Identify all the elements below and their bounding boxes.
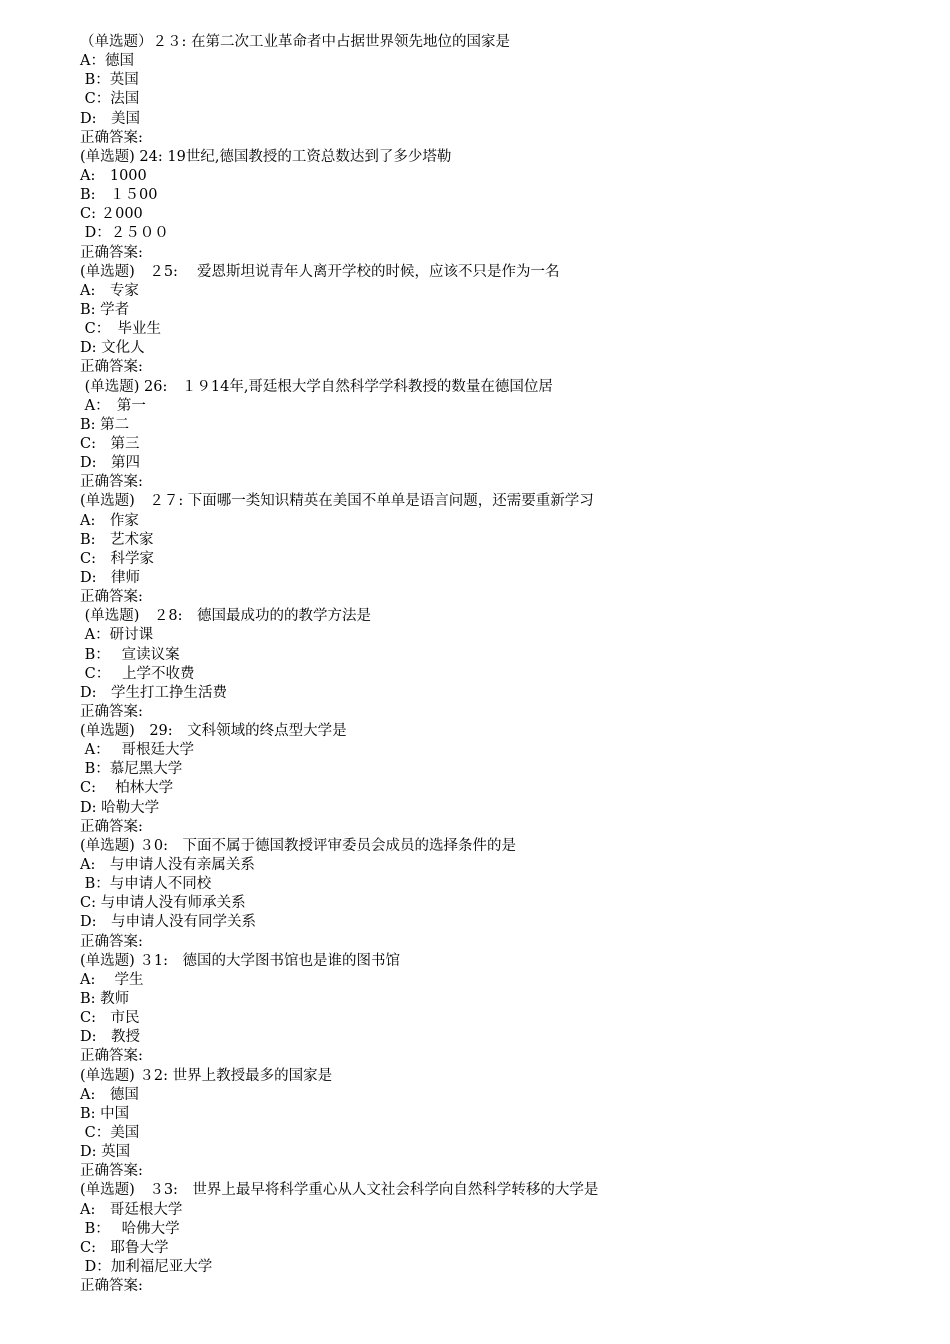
question-block <box>80 837 920 952</box>
answer-option: B: 第二 <box>80 416 130 433</box>
answer-option: C: ２000 <box>80 206 143 223</box>
answer-option: C: 市民 <box>80 1010 140 1027</box>
question-stem: (单选题) ３3: 世界上最早将科学重心从人文社会科学向自然科学转移的大学是 <box>80 1182 599 1199</box>
question-block <box>80 722 920 837</box>
answer-option: B：英国 <box>80 72 139 89</box>
answer-option: D: 美国 <box>80 110 141 127</box>
question-stem: (单选题) 26: １９14年,哥廷根大学自然科学学科教授的数量在德国位居 <box>80 378 553 395</box>
question-block <box>80 378 920 493</box>
question-block <box>80 148 920 263</box>
question-block <box>80 952 920 1067</box>
answer-option: D: 英国 <box>80 1144 131 1161</box>
correct-answer-label: 正确答案: <box>80 129 143 146</box>
answer-option: D: 与申请人没有同学关系 <box>80 914 257 931</box>
answer-option: B: 艺术家 <box>80 531 154 548</box>
answer-option: A: 1000 <box>80 167 147 184</box>
answer-option: A：德国 <box>80 53 134 70</box>
correct-answer-label: 正确答案: <box>80 589 143 606</box>
answer-option: D: 第四 <box>80 455 141 472</box>
question-block <box>80 492 920 607</box>
correct-answer-label: 正确答案: <box>80 703 143 720</box>
answer-option: C： 上学不收费 <box>80 665 195 682</box>
answer-option: C: 柏林大学 <box>80 780 174 797</box>
correct-answer-label: 正确答案: <box>80 1163 143 1180</box>
answer-option: A: 作家 <box>80 512 139 529</box>
question-stem: (单选题) 29: 文科领域的终点型大学是 <box>80 723 347 740</box>
answer-option: C：美国 <box>80 1125 140 1142</box>
answer-option: B: １５00 <box>80 187 158 204</box>
answer-option: B: 学者 <box>80 301 130 318</box>
answer-option: B： 哈佛大学 <box>80 1220 180 1237</box>
answer-option: B: 教师 <box>80 991 130 1008</box>
correct-answer-label: 正确答案: <box>80 474 143 491</box>
question-block <box>80 1067 920 1182</box>
question-block <box>80 33 920 148</box>
question-stem: (单选题) ３2: 世界上教授最多的国家是 <box>80 1067 333 1084</box>
answer-option: D：加利福尼亚大学 <box>80 1259 213 1275</box>
answer-option: C: 第三 <box>80 435 140 452</box>
correct-answer-label: 正确答案: <box>80 359 143 376</box>
answer-option: A：研讨课 <box>80 627 154 644</box>
correct-answer-label: 正确答案: <box>80 818 143 835</box>
answer-option: D: 教授 <box>80 1029 141 1046</box>
document-body <box>80 33 920 1296</box>
answer-option: B: 中国 <box>80 1105 130 1122</box>
answer-option: D：２５００ <box>80 225 169 242</box>
answer-option: A: 学生 <box>80 971 144 988</box>
question-stem: (单选题) ２5: 爱恩斯坦说青年人离开学校的时候，应该不只是作为一名 <box>80 263 560 280</box>
question-stem: (单选题) 24: 19世纪,德国教授的工资总数达到了多少塔勒 <box>80 148 452 165</box>
question-stem: (单选题) ３0: 下面不属于德国教授评审委员会成员的选择条件的是 <box>80 837 517 854</box>
correct-answer-label: 正确答案: <box>80 1278 143 1295</box>
question-stem: (单选题) ２７: 下面哪一类知识精英在美国不单单是语言问题，还需要重新学习 <box>80 493 594 510</box>
question-block <box>80 607 920 722</box>
answer-option: B：与申请人不同校 <box>80 876 212 893</box>
answer-option: A： 哥根廷大学 <box>80 742 194 759</box>
answer-option: D: 哈勒大学 <box>80 799 160 816</box>
answer-option: B： 宣读议案 <box>80 646 180 663</box>
question-block <box>80 263 920 378</box>
answer-option: D: 律师 <box>80 569 141 586</box>
answer-option: A： 第一 <box>80 397 146 414</box>
answer-option: A: 德国 <box>80 1086 139 1103</box>
answer-option: B：慕尼黑大学 <box>80 761 183 778</box>
answer-option: A: 与申请人没有亲属关系 <box>80 857 255 874</box>
answer-option: C： 毕业生 <box>80 321 161 338</box>
answer-option: D: 学生打工挣生活费 <box>80 684 228 701</box>
correct-answer-label: 正确答案: <box>80 1048 143 1065</box>
question-stem: （单选题）２３: 在第二次工业革命者中占据世界领先地位的国家是 <box>80 34 510 50</box>
answer-option: A: 哥廷根大学 <box>80 1201 183 1218</box>
correct-answer-label: 正确答案: <box>80 244 143 261</box>
answer-option: A: 专家 <box>80 282 139 299</box>
answer-option: C: 耶鲁大学 <box>80 1239 169 1256</box>
question-stem: (单选题) ２8: 德国最成功的的教学方法是 <box>80 608 372 625</box>
question-stem: (单选题) ３1: 德国的大学图书馆也是谁的图书馆 <box>80 952 401 969</box>
answer-option: D: 文化人 <box>80 340 145 357</box>
correct-answer-label: 正确答案: <box>80 933 143 950</box>
answer-option: C: 与申请人没有师承关系 <box>80 895 246 912</box>
answer-option: C：法国 <box>80 91 140 108</box>
question-block <box>80 1181 920 1296</box>
answer-option: C: 科学家 <box>80 550 154 567</box>
